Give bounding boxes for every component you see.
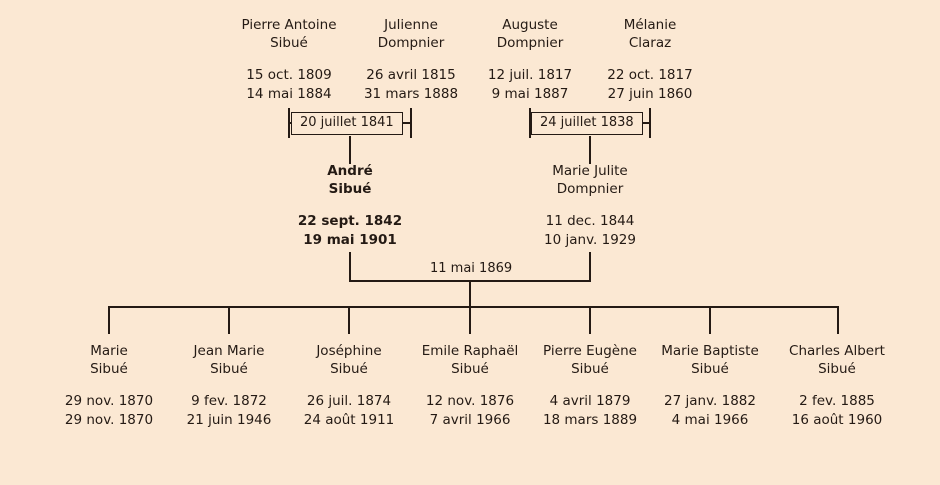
person-card-charles-albert-sibue <box>767 342 907 429</box>
person-given-name: Joséphine <box>316 343 382 359</box>
person-card-pierre-eugene-sibue <box>520 342 660 429</box>
person-birth-date: 22 sept. 1842 <box>297 213 403 230</box>
connector-vline-child-7 <box>837 306 839 334</box>
person-surname: Sibué <box>90 361 128 378</box>
connector-sibling-bus <box>108 306 839 308</box>
person-card-emile-raphael-sibue <box>400 342 540 429</box>
person-given-name: Jean Marie <box>193 343 265 359</box>
person-given-name: Auguste <box>502 17 558 33</box>
person-surname: Dompnier <box>556 181 624 198</box>
connector-vline-down-couple-2 <box>589 136 591 164</box>
connector-vline-andre <box>349 252 351 282</box>
person-given-name: Marie <box>90 343 128 359</box>
person-birth-date: 26 juil. 1874 <box>306 393 392 410</box>
person-surname: Sibué <box>270 35 308 52</box>
person-death-date: 21 juin 1946 <box>186 411 272 428</box>
person-card-auguste-dompnier <box>460 16 600 103</box>
person-given-name: Pierre Eugène <box>543 343 637 359</box>
person-given-name: Marie Julite <box>552 163 628 179</box>
connector-vline-down-couple-1 <box>349 136 351 164</box>
person-death-date: 9 mai 1887 <box>491 85 569 102</box>
connector-vline-marie-julite <box>589 252 591 282</box>
person-surname: Dompnier <box>496 35 564 52</box>
person-birth-date: 12 juil. 1817 <box>487 67 573 84</box>
connector-vline-child-6 <box>709 306 711 334</box>
person-death-date: 4 mai 1966 <box>671 411 749 428</box>
connector-vline-child-4 <box>469 306 471 334</box>
marriage-date-1: 20 juillet 1841 <box>291 112 403 135</box>
person-death-date: 19 mai 1901 <box>303 231 397 248</box>
person-surname: Sibué <box>330 361 368 378</box>
person-death-date: 27 juin 1860 <box>607 85 693 102</box>
person-card-josephine-sibue <box>279 342 419 429</box>
person-card-marie-baptiste-sibue <box>640 342 780 429</box>
person-given-name: Julienne <box>384 17 438 33</box>
person-card-melanie-claraz <box>580 16 720 103</box>
person-given-name: Mélanie <box>623 17 677 33</box>
person-card-marie-julite-dompnier <box>520 162 660 249</box>
connector-vline-down-couple-3 <box>469 280 471 308</box>
person-death-date: 7 avril 1966 <box>429 411 511 428</box>
person-birth-date: 9 fev. 1872 <box>191 393 267 410</box>
person-given-name: Marie Baptiste <box>661 343 759 359</box>
person-surname: Sibué <box>691 361 729 378</box>
person-birth-date: 26 avril 1815 <box>366 67 456 84</box>
person-card-marie-sibue <box>39 342 179 429</box>
person-birth-date: 29 nov. 1870 <box>64 393 154 410</box>
person-surname: Claraz <box>628 35 672 52</box>
person-card-andre-sibue <box>280 162 420 249</box>
person-card-pierre-antoine-sibue <box>219 16 359 103</box>
connector-vline-child-5 <box>589 306 591 334</box>
person-death-date: 14 mai 1884 <box>246 85 332 102</box>
marriage-date-2: 24 juillet 1838 <box>531 112 643 135</box>
person-death-date: 31 mars 1888 <box>363 85 459 102</box>
person-death-date: 16 août 1960 <box>791 411 883 428</box>
person-birth-date: 15 oct. 1809 <box>246 67 332 84</box>
connector-vline-child-2 <box>228 306 230 334</box>
person-birth-date: 27 janv. 1882 <box>664 393 756 410</box>
person-surname: Sibué <box>571 361 609 378</box>
connector-vline-child-1 <box>108 306 110 334</box>
person-death-date: 24 août 1911 <box>303 411 395 428</box>
person-surname: Sibué <box>328 181 372 198</box>
person-death-date: 29 nov. 1870 <box>64 411 154 428</box>
person-surname: Dompnier <box>377 35 445 52</box>
person-given-name: André <box>327 163 373 179</box>
connector-vline-child-3 <box>348 306 350 334</box>
person-given-name: Pierre Antoine <box>241 17 337 33</box>
person-surname: Sibué <box>451 361 489 378</box>
person-card-jean-marie-sibue <box>159 342 299 429</box>
person-surname: Sibué <box>818 361 856 378</box>
person-surname: Sibué <box>210 361 248 378</box>
person-death-date: 10 janv. 1929 <box>544 231 636 248</box>
marriage-date-3: 11 mai 1869 <box>430 261 513 276</box>
person-death-date: 18 mars 1889 <box>542 411 638 428</box>
person-birth-date: 12 nov. 1876 <box>425 393 515 410</box>
person-given-name: Charles Albert <box>789 343 885 359</box>
person-birth-date: 22 oct. 1817 <box>607 67 693 84</box>
person-birth-date: 11 dec. 1844 <box>545 213 635 230</box>
person-birth-date: 2 fev. 1885 <box>799 393 875 410</box>
person-given-name: Emile Raphaël <box>421 343 519 359</box>
person-birth-date: 4 avril 1879 <box>549 393 631 410</box>
